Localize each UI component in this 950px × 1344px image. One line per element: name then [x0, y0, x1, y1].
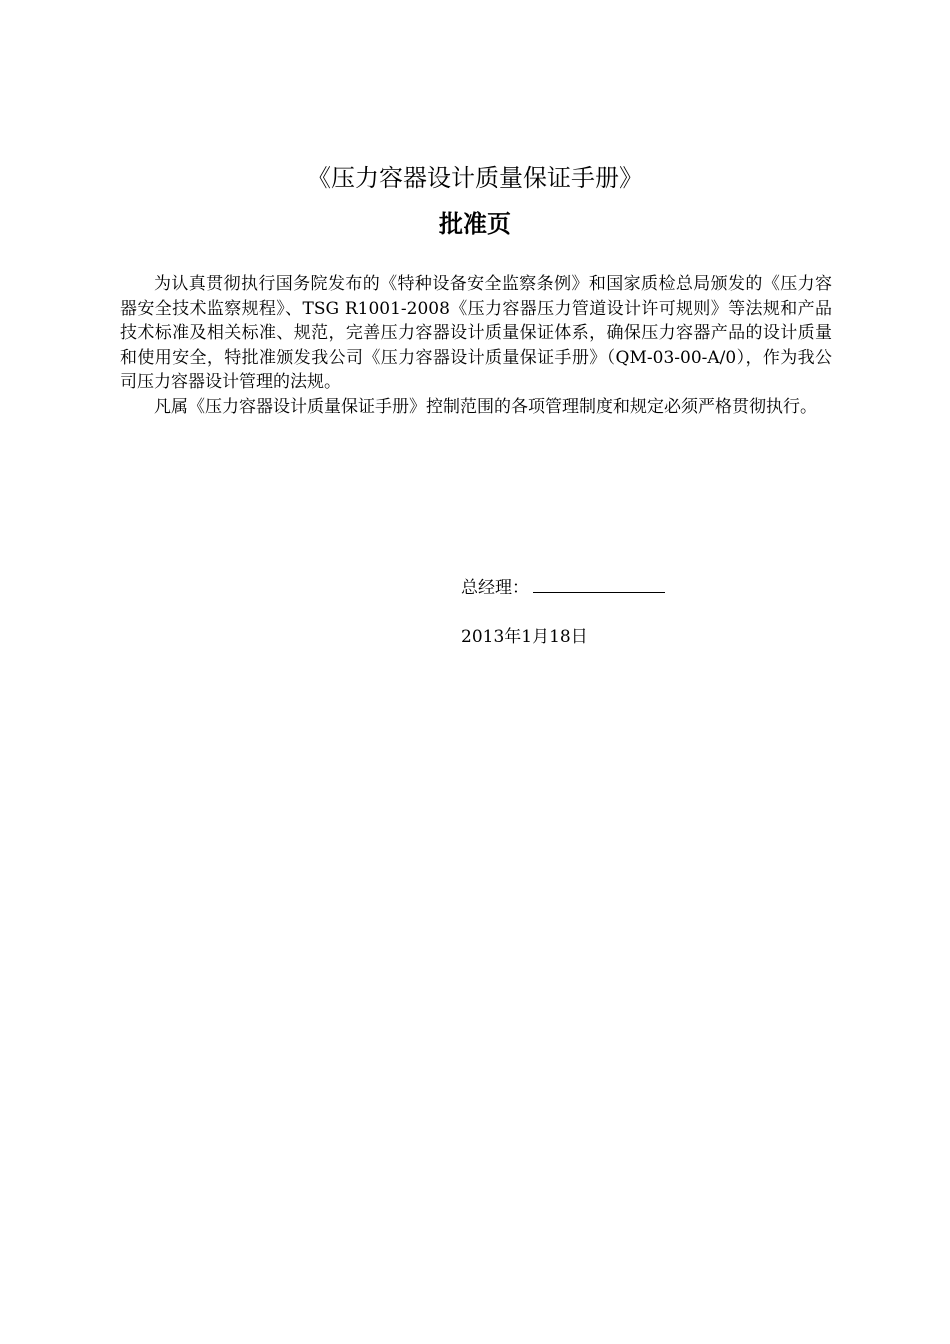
approval-date: 2013年1月18日: [461, 627, 588, 647]
signature-label: 总经理：: [461, 578, 529, 598]
approval-body: [120, 272, 832, 419]
approval-page-heading: 批准页: [439, 209, 511, 238]
signature-block: [461, 574, 665, 601]
approval-paragraph-2: 凡属《压力容器设计质量保证手册》控制范围的各项管理制度和规定必须严格贯彻执行。: [154, 396, 817, 417]
document-title: 《压力容器设计质量保证手册》: [307, 164, 643, 192]
signature-line: [533, 574, 665, 593]
approval-paragraph-1: 为认真贯彻执行国务院发布的《特种设备安全监察条例》和国家质检总局颁发的《压力容器安全技术监察规程》、TSG R1001-2008《压力容器压力管道设计许可规则》等法规和产品技术标准及相关标准、规范，完善压力容器设计质量保证体系，确保压力容器产品的设计质量和使用安全，特批准颁发我公司《压力容器设计质量保证手册》（QM-03-00-A/0），作为我公司压力容器设计管理的法规。: [120, 274, 832, 392]
